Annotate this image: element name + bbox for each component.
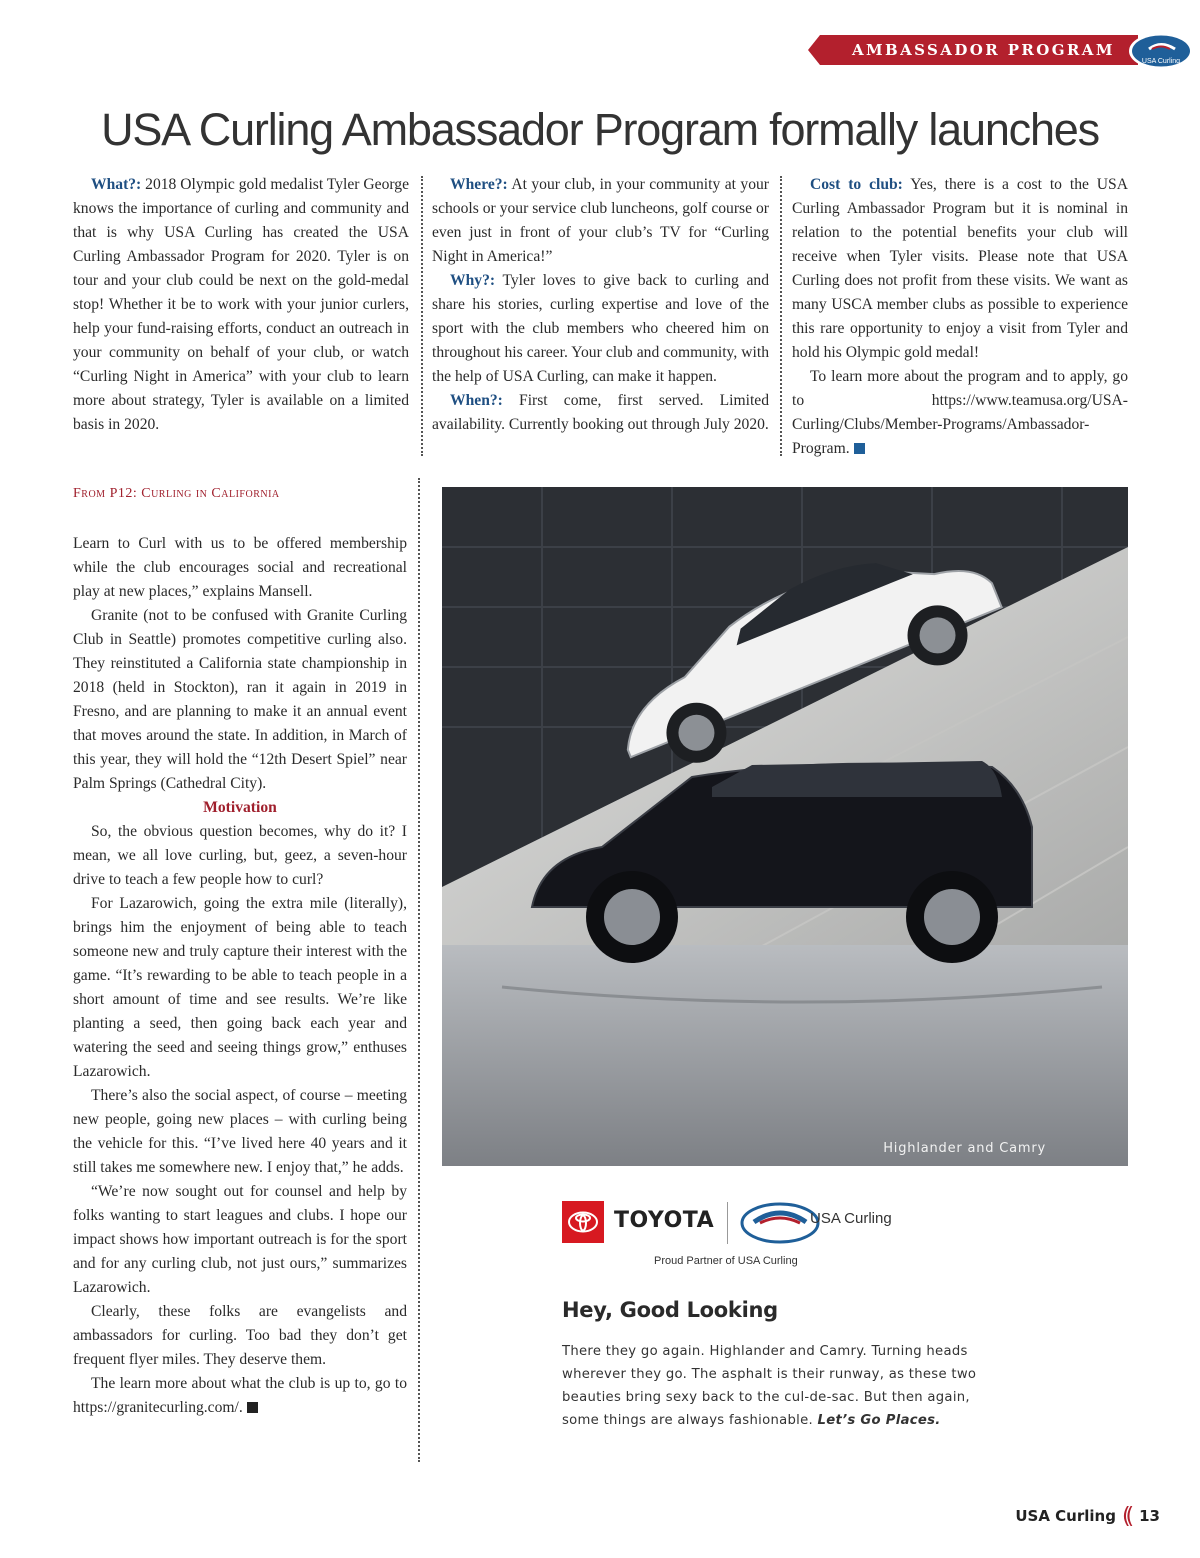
section-label: AMBASSADOR PROGRAM — [852, 41, 1115, 59]
learn-more-text: To learn more about the program and to apply, go to https://www.teamusa.org/USA-Curling/Clubs/Member-Programs/Ambassador-Program. — [792, 368, 1128, 457]
partner-logos — [560, 1196, 900, 1276]
lead-why: Why?: — [450, 272, 496, 289]
column-divider — [780, 176, 782, 456]
end-mark-icon — [854, 443, 865, 454]
toyota-logo-icon — [562, 1201, 604, 1243]
column-divider — [421, 176, 423, 456]
footer-bracket-icon: (( — [1121, 1504, 1130, 1529]
section-banner — [808, 32, 1200, 68]
column-where-why-when — [432, 173, 769, 437]
usa-curling-logo-icon — [1128, 32, 1194, 70]
where-text: At your club, in your community at your schools or your service club luncheons, golf course or even just in front of your club’s TV for “Curling Night in America!” — [432, 176, 769, 265]
story-paragraph: The learn more about what the club is up to, go to https://granitecurling.com/. — [73, 1375, 407, 1416]
subhead-motivation: Motivation — [203, 799, 277, 816]
ad-body — [562, 1340, 992, 1432]
ad-tagline: Let’s Go Places. — [817, 1413, 941, 1428]
column-divider — [418, 478, 420, 1462]
usa-curling-wordmark: USA Curling — [810, 1210, 892, 1227]
when-text: First come, first served. Limited availability. Currently booking out through July 2020. — [432, 392, 769, 433]
cost-text: Yes, there is a cost to the USA Curling Ambassador Program but it is nominal in relation to the potential benefits your club will receive when Tyler visits. Please note that USA Curling does not profit from these visits. We want as many USCA member clubs as possible to experience this rare opportunity to enjoy a visit from Tyler and hold his Olympic gold medal! — [792, 176, 1128, 361]
article-title: USA Curling Ambassador Program formally launches — [101, 104, 1099, 155]
lead-cost: Cost to club: — [810, 176, 903, 193]
story-paragraph: Clearly, these folks are evangelists and ambassadors for curling. Too bad they don’t get frequent flyer miles. They deserve them. — [73, 1303, 407, 1368]
ad-headline: Hey, Good Looking — [562, 1298, 778, 1322]
toyota-wordmark: TOYOTA — [614, 1208, 715, 1233]
lead-what: What?: — [91, 176, 142, 193]
end-mark-icon — [247, 1402, 258, 1413]
page-footer — [1015, 1504, 1160, 1529]
story-paragraph: “We’re now sought out for counsel and help by folks wanting to start leagues and clubs. I hope our impact shows how important outreach is for the sport and for any curling club, not just ours,” summarizes Lazarowich. — [73, 1183, 407, 1296]
story-paragraph: There’s also the social aspect, of course – meeting new people, going new places – with curling being the vehicle for this. “I’ve lived here 40 years and it still takes me somewhere new. I enjoy that,” he adds. — [73, 1087, 407, 1176]
page-number: 13 — [1139, 1507, 1160, 1525]
lead-when: When?: — [450, 392, 503, 409]
story-paragraph: Learn to Curl with us to be offered membership while the club encourages social and recreational play at new places,” explains Mansell. — [73, 535, 407, 600]
partner-tagline: Proud Partner of USA Curling — [654, 1255, 798, 1267]
story-paragraph: Granite (not to be confused with Granite Curling Club in Seattle) promotes competitive curling also. They reinstituted a California state championship in 2018 (held in Stockton), ran it again in 2019 in Fresno, and are planning to make it an annual event that moves around the state. In addition, in March of this year, they will hold the “12th Desert Spiel” near Palm Springs (Cathedral City). — [73, 607, 407, 792]
ad-photo — [442, 487, 1128, 1166]
why-text: Tyler loves to give back to curling and share his stories, curling expertise and love of the sport with the club members who cheered him on throughout his career. Your club and community, with the help of USA Curling, can make it happen. — [432, 272, 769, 385]
logo-text: USA Curling — [1141, 58, 1181, 65]
story-paragraph: For Lazarowich, going the extra mile (literally), brings him the enjoyment of being able to teach someone new and truly capture their interest with the game. “It’s rewarding to be able to teach people in a short amount of time and see results. We’re like planting a seed, then going back each year and watering the seed and seeing things grow,” enthuses Lazarowich. — [73, 895, 407, 1080]
photo-caption: Highlander and Camry — [883, 1141, 1046, 1156]
column-cost — [792, 173, 1128, 461]
magazine-name: USA Curling — [1015, 1507, 1116, 1525]
column-what — [73, 173, 409, 437]
lead-where: Where?: — [450, 176, 508, 193]
what-text: 2018 Olympic gold medalist Tyler George knows the importance of curling and community and that is why USA Curling has created the USA Curling Ambassador Program for 2020. Tyler is on tour and your club could be next on the gold-medal stop! Whether it be to work with your junior curlers, help your fund-raising efforts, conduct an outreach in your community on behalf of your club, or watch “Curling Night in America” with your club to learn more about strategy, Tyler is available on a limited basis in 2020. — [73, 176, 409, 433]
continued-heading: From P12: Curling in California — [73, 486, 280, 501]
logo-separator — [727, 1202, 728, 1244]
cars-illustration — [442, 487, 1128, 1166]
ad-body-text: There they go again. Highlander and Camry. Turning heads wherever they go. The asphalt is their runway, as these two beauties bring sexy back to the cul-de-sac. But then again, some things are always fashionable. — [562, 1344, 977, 1428]
story-paragraph: So, the obvious question becomes, why do it? I mean, we all love curling, but, geez, a seven-hour drive to teach a few people how to curl? — [73, 823, 407, 888]
continued-story — [73, 532, 407, 1420]
usa-curling-logo-icon — [740, 1202, 820, 1244]
